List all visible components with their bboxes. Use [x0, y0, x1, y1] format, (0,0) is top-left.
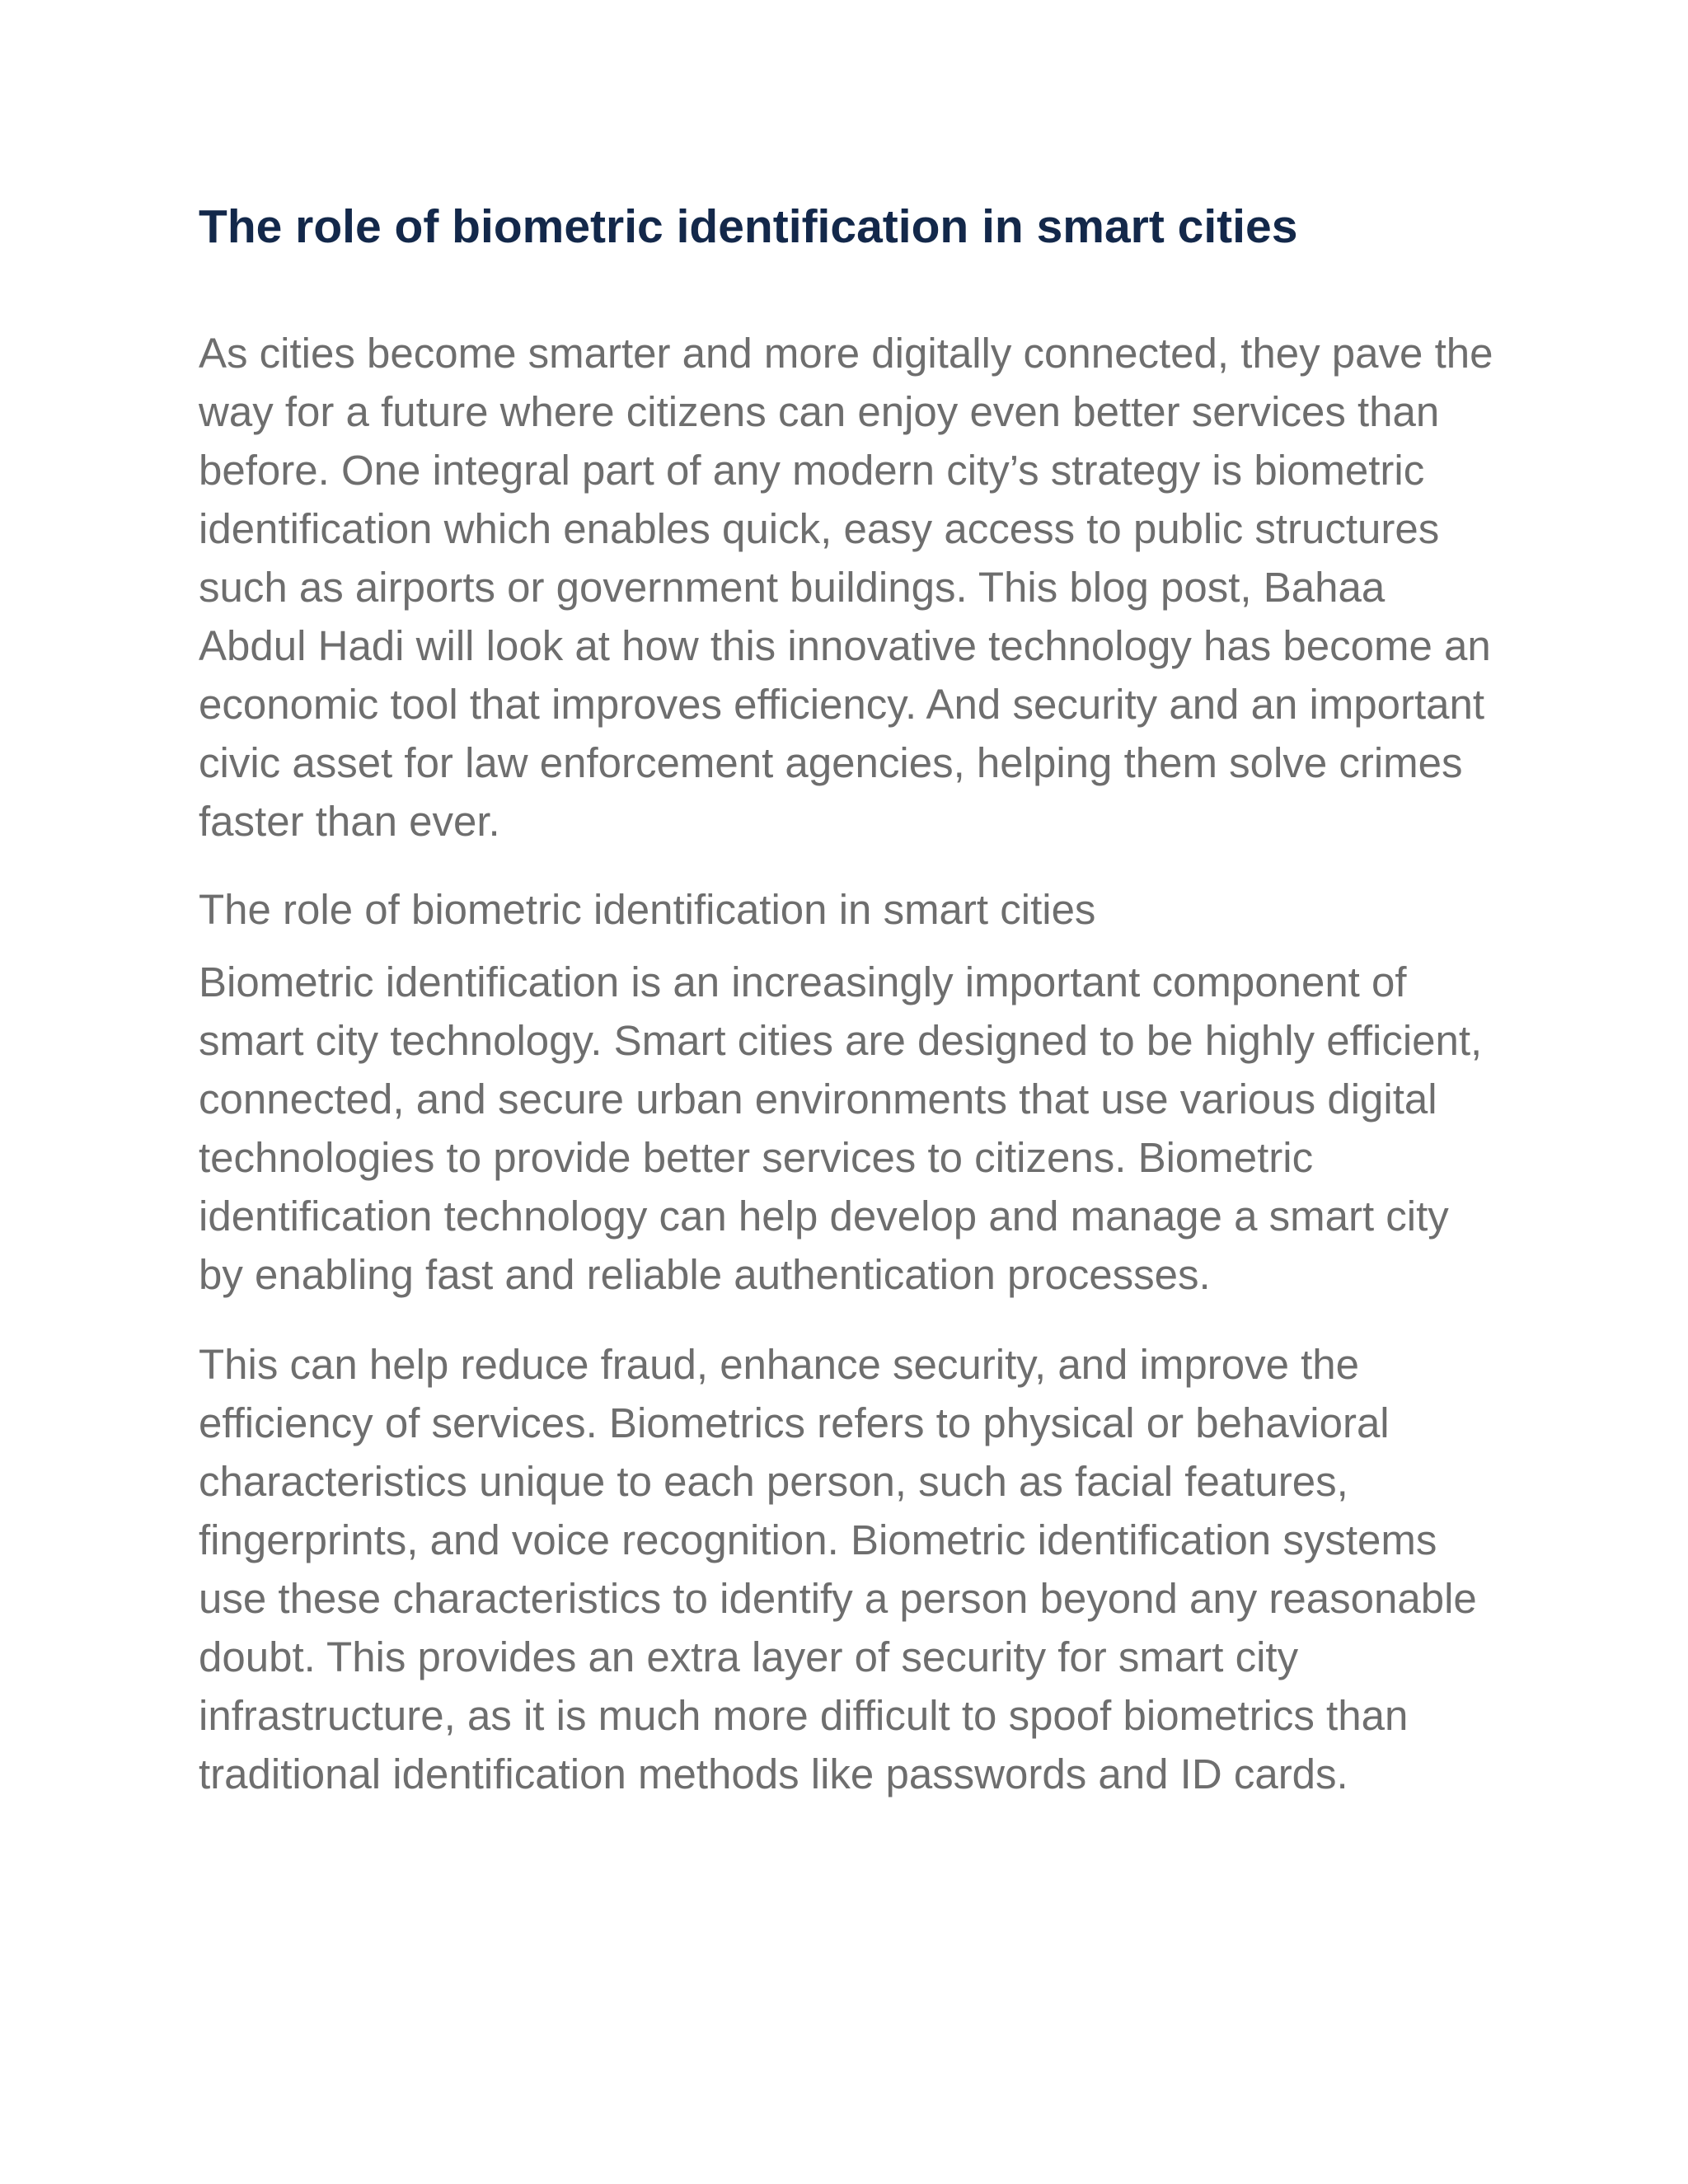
- body-paragraph: Biometric identification is an increasingly important component of smart city technology. Smart cities are designed to be highly efficient, connected, and secure urban environments that use various digital technologies to provide better services to citizens. Biometric identification technology can help develop and manage a smart city by enabling fast and reliable authentication processes.: [199, 958, 1483, 1298]
- document-content: [199, 194, 1501, 1803]
- section-subheading: The role of biometric identification in smart cities: [199, 886, 1096, 933]
- body-paragraph: This can help reduce fraud, enhance security, and improve the efficiency of services. Biometrics refers to physical or behavioral characteristics unique to each person, such as facial features, fingerprints, and voice recognition. Biometric identification systems use these characteristics to identify a person beyond any reasonable doubt. This provides an extra layer of security for smart city infrastructure, as it is much more difficult to spoof biometrics than traditional identification methods like passwords and ID cards.: [199, 1341, 1477, 1797]
- intro-paragraph: As cities become smarter and more digitally connected, they pave the way for a future where citizens can enjoy even better services than before. One integral part of any modern city’s strategy is biometric identification which enables quick, easy access to public structures such as airports or government buildings. This blog post, Bahaa Abdul Hadi will look at how this innovative technology has become an economic tool that improves efficiency. And security and an important civic asset for law enforcement agencies, helping them solve crimes faster than ever.: [199, 330, 1493, 845]
- document-title: The role of biometric identification in smart cities: [199, 200, 1298, 253]
